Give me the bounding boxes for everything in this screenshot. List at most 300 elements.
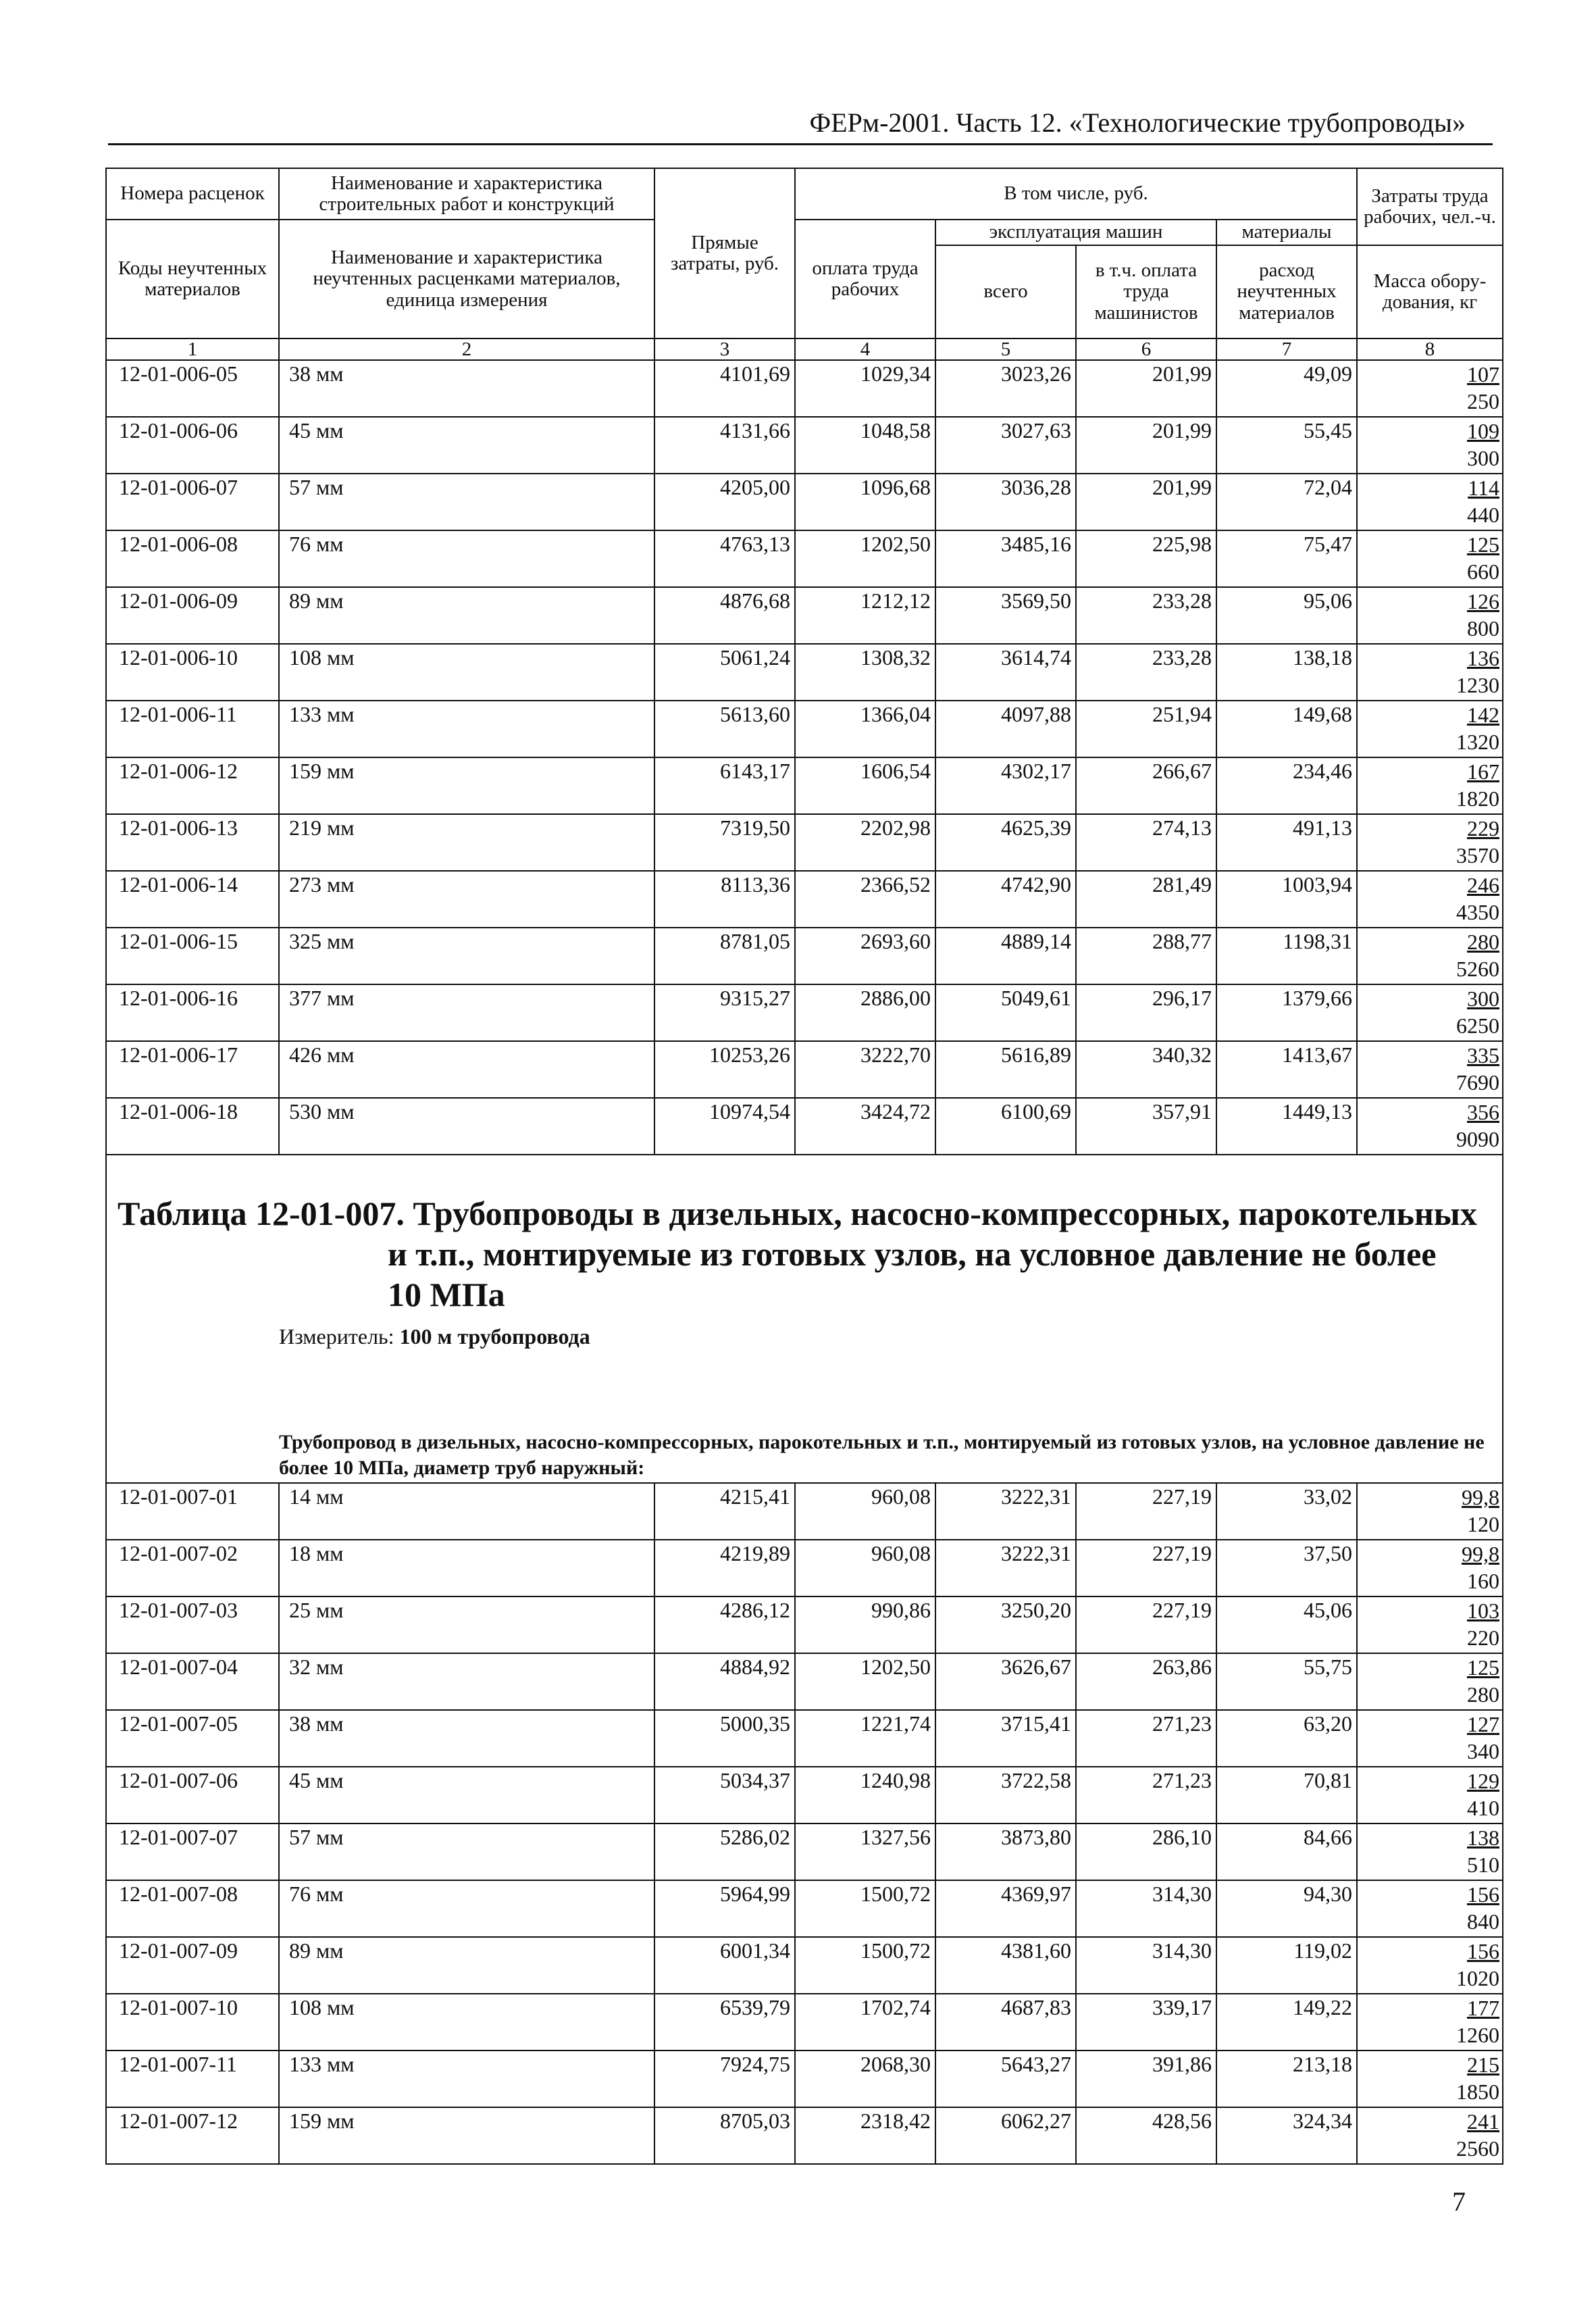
materials-use: 149,22 <box>1216 1994 1357 2051</box>
table-row <box>106 1937 1503 1994</box>
machinist-pay: 340,32 <box>1076 1041 1216 1098</box>
materials-use: 1449,13 <box>1216 1098 1357 1155</box>
material-size: 76 мм <box>279 530 654 587</box>
machinist-pay: 428,56 <box>1076 2107 1216 2164</box>
labor-and-mass <box>1357 1710 1503 1767</box>
table-row <box>106 871 1503 928</box>
col-machinist-pay: в т.ч. оплата труда машинистов <box>1076 245 1216 338</box>
machines-total: 5616,89 <box>935 1041 1076 1098</box>
worker-pay: 2886,00 <box>795 984 935 1041</box>
table-row <box>106 2051 1503 2107</box>
mass-value: 510 <box>1467 1853 1499 1877</box>
machines-total: 3222,31 <box>935 1483 1076 1540</box>
machines-total: 4302,17 <box>935 757 1076 814</box>
direct-costs: 4876,68 <box>654 587 795 644</box>
labor-value: 215 <box>1467 2053 1499 2077</box>
col-name-top: Наименование и характеристика строительных работ и конструкций <box>279 168 654 220</box>
worker-pay: 1308,32 <box>795 644 935 701</box>
materials-use: 84,66 <box>1216 1823 1357 1880</box>
col-machines: эксплуатация машин <box>935 220 1216 245</box>
worker-pay: 1221,74 <box>795 1710 935 1767</box>
col-number: 7 <box>1216 338 1357 360</box>
direct-costs: 5613,60 <box>654 701 795 757</box>
machines-total: 3722,58 <box>935 1767 1076 1823</box>
worker-pay: 1048,58 <box>795 417 935 474</box>
col-number: 3 <box>654 338 795 360</box>
table-row <box>106 360 1503 417</box>
mass-value: 1230 <box>1456 673 1499 697</box>
table-row <box>106 814 1503 871</box>
worker-pay: 960,08 <box>795 1483 935 1540</box>
mass-value: 120 <box>1467 1512 1499 1536</box>
rate-code: 12-01-006-06 <box>106 417 279 474</box>
mass-value: 250 <box>1467 389 1499 413</box>
machinist-pay: 281,49 <box>1076 871 1216 928</box>
direct-costs: 4884,92 <box>654 1653 795 1710</box>
material-size: 25 мм <box>279 1596 654 1653</box>
direct-costs: 8113,36 <box>654 871 795 928</box>
material-size: 219 мм <box>279 814 654 871</box>
material-size: 377 мм <box>279 984 654 1041</box>
rate-code: 12-01-007-07 <box>106 1823 279 1880</box>
labor-value: 125 <box>1467 532 1499 557</box>
worker-pay: 1500,72 <box>795 1880 935 1937</box>
table-row <box>106 644 1503 701</box>
labor-value: 129 <box>1467 1769 1499 1793</box>
machines-total: 4097,88 <box>935 701 1076 757</box>
direct-costs: 10974,54 <box>654 1098 795 1155</box>
table-row <box>106 1767 1503 1823</box>
worker-pay: 2693,60 <box>795 928 935 984</box>
labor-and-mass <box>1357 530 1503 587</box>
materials-use: 1379,66 <box>1216 984 1357 1041</box>
col-number: 2 <box>279 338 654 360</box>
labor-value: 99,8 <box>1462 1542 1499 1566</box>
materials-use: 149,68 <box>1216 701 1357 757</box>
material-size: 14 мм <box>279 1483 654 1540</box>
rate-code: 12-01-007-08 <box>106 1880 279 1937</box>
machines-total: 4687,83 <box>935 1994 1076 2051</box>
material-size: 108 мм <box>279 1994 654 2051</box>
machines-total: 6062,27 <box>935 2107 1076 2164</box>
machines-total: 4889,14 <box>935 928 1076 984</box>
direct-costs: 4286,12 <box>654 1596 795 1653</box>
rate-code: 12-01-007-11 <box>106 2051 279 2107</box>
machines-total: 4381,60 <box>935 1937 1076 1994</box>
labor-value: 156 <box>1467 1882 1499 1907</box>
mass-value: 160 <box>1467 1569 1499 1593</box>
materials-use: 94,30 <box>1216 1880 1357 1937</box>
machines-total: 3614,74 <box>935 644 1076 701</box>
mass-value: 220 <box>1467 1626 1499 1650</box>
machinist-pay: 296,17 <box>1076 984 1216 1041</box>
machines-total: 3873,80 <box>935 1823 1076 1880</box>
materials-use: 75,47 <box>1216 530 1357 587</box>
machines-total: 4369,97 <box>935 1880 1076 1937</box>
table-row <box>106 1710 1503 1767</box>
labor-and-mass <box>1357 1653 1503 1710</box>
machines-total: 3626,67 <box>935 1653 1076 1710</box>
labor-and-mass <box>1357 587 1503 644</box>
machines-total: 5643,27 <box>935 2051 1076 2107</box>
material-size: 273 мм <box>279 871 654 928</box>
section-007-title-line2: и т.п., монтируемые из готовых узлов, на условное давление не более <box>388 1235 1437 1273</box>
labor-and-mass <box>1357 757 1503 814</box>
material-size: 89 мм <box>279 1937 654 1994</box>
direct-costs: 8781,05 <box>654 928 795 984</box>
worker-pay: 1212,12 <box>795 587 935 644</box>
materials-use: 37,50 <box>1216 1540 1357 1596</box>
labor-value: 356 <box>1467 1100 1499 1124</box>
labor-value: 109 <box>1467 419 1499 443</box>
machines-total: 3027,63 <box>935 417 1076 474</box>
labor-and-mass <box>1357 1880 1503 1937</box>
mass-value: 2560 <box>1456 2136 1499 2161</box>
materials-use: 49,09 <box>1216 360 1357 417</box>
machinist-pay: 274,13 <box>1076 814 1216 871</box>
labor-and-mass <box>1357 2051 1503 2107</box>
direct-costs: 4219,89 <box>654 1540 795 1596</box>
table-row <box>106 587 1503 644</box>
labor-value: 241 <box>1467 2109 1499 2134</box>
rate-code: 12-01-007-12 <box>106 2107 279 2164</box>
mass-value: 840 <box>1467 1909 1499 1934</box>
material-size: 530 мм <box>279 1098 654 1155</box>
worker-pay: 990,86 <box>795 1596 935 1653</box>
table-row <box>106 1098 1503 1155</box>
materials-use: 70,81 <box>1216 1767 1357 1823</box>
materials-use: 72,04 <box>1216 474 1357 530</box>
labor-value: 107 <box>1467 362 1499 386</box>
rate-code: 12-01-006-11 <box>106 701 279 757</box>
material-size: 325 мм <box>279 928 654 984</box>
direct-costs: 5000,35 <box>654 1710 795 1767</box>
table-row <box>106 1880 1503 1937</box>
labor-value: 125 <box>1467 1655 1499 1680</box>
rate-code: 12-01-006-15 <box>106 928 279 984</box>
table-row <box>106 1041 1503 1098</box>
material-size: 89 мм <box>279 587 654 644</box>
worker-pay: 1202,50 <box>795 530 935 587</box>
page-number: 7 <box>1452 2186 1466 2217</box>
mass-value: 410 <box>1467 1796 1499 1820</box>
machinist-pay: 357,91 <box>1076 1098 1216 1155</box>
col-machines-total: всего <box>935 245 1076 338</box>
material-size: 18 мм <box>279 1540 654 1596</box>
worker-pay: 2318,42 <box>795 2107 935 2164</box>
table-row <box>106 701 1503 757</box>
labor-and-mass <box>1357 1596 1503 1653</box>
direct-costs: 4205,00 <box>654 474 795 530</box>
mass-value: 340 <box>1467 1739 1499 1763</box>
table-row <box>106 2107 1503 2164</box>
direct-costs: 8705,03 <box>654 2107 795 2164</box>
worker-pay: 1500,72 <box>795 1937 935 1994</box>
machines-total: 6100,69 <box>935 1098 1076 1155</box>
labor-and-mass <box>1357 814 1503 871</box>
col-number: 4 <box>795 338 935 360</box>
col-materials-use: расход неучтенных материалов <box>1216 245 1357 338</box>
mass-value: 440 <box>1467 503 1499 527</box>
labor-and-mass <box>1357 360 1503 417</box>
header-rule <box>108 143 1493 145</box>
mass-value: 660 <box>1467 559 1499 584</box>
col-number: 6 <box>1076 338 1216 360</box>
material-size: 133 мм <box>279 2051 654 2107</box>
labor-value: 229 <box>1467 816 1499 840</box>
table-row <box>106 1596 1503 1653</box>
rate-code: 12-01-006-16 <box>106 984 279 1041</box>
machines-total: 3569,50 <box>935 587 1076 644</box>
col-number: 1 <box>106 338 279 360</box>
table-row <box>106 1823 1503 1880</box>
direct-costs: 7319,50 <box>654 814 795 871</box>
table-row <box>106 928 1503 984</box>
direct-costs: 4101,69 <box>654 360 795 417</box>
mass-value: 5260 <box>1456 957 1499 981</box>
rate-code: 12-01-006-17 <box>106 1041 279 1098</box>
mass-value: 1020 <box>1456 1966 1499 1990</box>
machinist-pay: 201,99 <box>1076 474 1216 530</box>
machinist-pay: 288,77 <box>1076 928 1216 984</box>
labor-value: 142 <box>1467 703 1499 727</box>
direct-costs: 6539,79 <box>654 1994 795 2051</box>
materials-use: 138,18 <box>1216 644 1357 701</box>
materials-use: 119,02 <box>1216 1937 1357 1994</box>
worker-pay: 2202,98 <box>795 814 935 871</box>
mass-value: 3570 <box>1456 843 1499 867</box>
materials-use: 234,46 <box>1216 757 1357 814</box>
materials-use: 55,45 <box>1216 417 1357 474</box>
worker-pay: 1606,54 <box>795 757 935 814</box>
section-007-title-line1: Таблица 12-01-007. Трубопроводы в дизельных, насосно-компрессорных, парокотельных <box>118 1194 1477 1232</box>
col-labor-top: Затраты труда рабочих, чел.-ч. <box>1357 168 1503 245</box>
machinist-pay: 251,94 <box>1076 701 1216 757</box>
rate-code: 12-01-006-08 <box>106 530 279 587</box>
material-size: 159 мм <box>279 757 654 814</box>
rate-code: 12-01-006-13 <box>106 814 279 871</box>
worker-pay: 1240,98 <box>795 1767 935 1823</box>
direct-costs: 5286,02 <box>654 1823 795 1880</box>
materials-use: 45,06 <box>1216 1596 1357 1653</box>
rate-code: 12-01-007-09 <box>106 1937 279 1994</box>
measurer <box>107 1315 1502 1349</box>
direct-costs: 4131,66 <box>654 417 795 474</box>
labor-and-mass <box>1357 871 1503 928</box>
materials-use: 55,75 <box>1216 1653 1357 1710</box>
material-size: 159 мм <box>279 2107 654 2164</box>
material-size: 108 мм <box>279 644 654 701</box>
rate-code: 12-01-007-02 <box>106 1540 279 1596</box>
worker-pay: 1096,68 <box>795 474 935 530</box>
materials-use: 33,02 <box>1216 1483 1357 1540</box>
labor-and-mass <box>1357 417 1503 474</box>
col-direct-costs: Прямые затраты, руб. <box>654 168 795 338</box>
material-size: 38 мм <box>279 1710 654 1767</box>
worker-pay: 1327,56 <box>795 1823 935 1880</box>
labor-value: 167 <box>1467 759 1499 784</box>
machinist-pay: 227,19 <box>1076 1483 1216 1540</box>
labor-value: 300 <box>1467 986 1499 1011</box>
direct-costs: 5061,24 <box>654 644 795 701</box>
labor-value: 138 <box>1467 1826 1499 1850</box>
labor-and-mass <box>1357 1767 1503 1823</box>
machinist-pay: 314,30 <box>1076 1937 1216 1994</box>
worker-pay: 2068,30 <box>795 2051 935 2107</box>
machinist-pay: 339,17 <box>1076 1994 1216 2051</box>
machinist-pay: 233,28 <box>1076 644 1216 701</box>
rate-code: 12-01-007-01 <box>106 1483 279 1540</box>
material-size: 45 мм <box>279 417 654 474</box>
labor-value: 103 <box>1467 1599 1499 1623</box>
material-size: 76 мм <box>279 1880 654 1937</box>
section-007-title <box>107 1155 1502 1315</box>
material-size: 45 мм <box>279 1767 654 1823</box>
mass-value: 1260 <box>1456 2023 1499 2047</box>
material-size: 133 мм <box>279 701 654 757</box>
col-materials: материалы <box>1216 220 1357 245</box>
table-007-body <box>106 1483 1503 2164</box>
labor-value: 335 <box>1467 1043 1499 1067</box>
section-007-title-line3: 10 МПа <box>388 1276 505 1313</box>
mass-value: 1820 <box>1456 786 1499 811</box>
direct-costs: 7924,75 <box>654 2051 795 2107</box>
labor-and-mass <box>1357 474 1503 530</box>
rate-code: 12-01-006-12 <box>106 757 279 814</box>
worker-pay: 1366,04 <box>795 701 935 757</box>
mass-value: 1850 <box>1456 2080 1499 2104</box>
mass-value: 9090 <box>1456 1127 1499 1151</box>
section-007-header <box>106 1155 1503 1426</box>
machinist-pay: 391,86 <box>1076 2051 1216 2107</box>
materials-use: 213,18 <box>1216 2051 1357 2107</box>
labor-and-mass <box>1357 701 1503 757</box>
labor-and-mass <box>1357 1994 1503 2051</box>
materials-use: 324,34 <box>1216 2107 1357 2164</box>
labor-and-mass <box>1357 644 1503 701</box>
col-number: 8 <box>1357 338 1503 360</box>
col-code-bottom: Коды неучтенных материалов <box>106 220 279 338</box>
table-row <box>106 1994 1503 2051</box>
direct-costs: 4215,41 <box>654 1483 795 1540</box>
col-labor-bottom: Масса обору-дования, кг <box>1357 245 1503 338</box>
direct-costs: 9315,27 <box>654 984 795 1041</box>
materials-use: 1198,31 <box>1216 928 1357 984</box>
direct-costs: 10253,26 <box>654 1041 795 1098</box>
worker-pay: 3222,70 <box>795 1041 935 1098</box>
labor-value: 156 <box>1467 1939 1499 1963</box>
section-007-description-cell <box>106 1426 1503 1483</box>
col-worker-pay: оплата труда рабочих <box>795 220 935 338</box>
material-size: 57 мм <box>279 1823 654 1880</box>
machinist-pay: 225,98 <box>1076 530 1216 587</box>
direct-costs: 6001,34 <box>654 1937 795 1994</box>
rate-code: 12-01-006-05 <box>106 360 279 417</box>
worker-pay: 1029,34 <box>795 360 935 417</box>
labor-and-mass <box>1357 1540 1503 1596</box>
col-number: 5 <box>935 338 1076 360</box>
labor-and-mass <box>1357 1823 1503 1880</box>
labor-and-mass <box>1357 1937 1503 1994</box>
machinist-pay: 286,10 <box>1076 1823 1216 1880</box>
rates-table <box>105 168 1503 2165</box>
machinist-pay: 227,19 <box>1076 1596 1216 1653</box>
materials-use: 63,20 <box>1216 1710 1357 1767</box>
labor-value: 126 <box>1467 589 1499 613</box>
machinist-pay: 314,30 <box>1076 1880 1216 1937</box>
col-name-bottom: Наименование и характеристика неучтенных расценками материалов, единица измерения <box>279 220 654 338</box>
labor-value: 127 <box>1467 1712 1499 1736</box>
machinist-pay: 263,86 <box>1076 1653 1216 1710</box>
machinist-pay: 266,67 <box>1076 757 1216 814</box>
labor-and-mass <box>1357 928 1503 984</box>
rate-code: 12-01-006-18 <box>106 1098 279 1155</box>
labor-and-mass <box>1357 2107 1503 2164</box>
direct-costs: 4763,13 <box>654 530 795 587</box>
mass-value: 7690 <box>1456 1070 1499 1095</box>
machines-total: 3715,41 <box>935 1710 1076 1767</box>
rate-code: 12-01-006-14 <box>106 871 279 928</box>
machines-total: 3036,28 <box>935 474 1076 530</box>
direct-costs: 5034,37 <box>654 1767 795 1823</box>
section-007-description: Трубопровод в дизельных, насосно-компрессорных, парокотельных и т.п., монтируемый из готовых узлов, на условное давление не более 10 МПа, диаметр труб наружный: <box>279 1431 1485 1479</box>
material-size: 32 мм <box>279 1653 654 1710</box>
table-row <box>106 1540 1503 1596</box>
labor-value: 114 <box>1468 476 1499 500</box>
col-including: В том числе, руб. <box>795 168 1357 220</box>
worker-pay: 3424,72 <box>795 1098 935 1155</box>
machines-total: 4625,39 <box>935 814 1076 871</box>
rate-code: 12-01-007-03 <box>106 1596 279 1653</box>
worker-pay: 1202,50 <box>795 1653 935 1710</box>
rate-code: 12-01-006-09 <box>106 587 279 644</box>
labor-value: 99,8 <box>1462 1485 1499 1509</box>
worker-pay: 960,08 <box>795 1540 935 1596</box>
rate-code: 12-01-007-06 <box>106 1767 279 1823</box>
machinist-pay: 233,28 <box>1076 587 1216 644</box>
col-code-top: Номера расценок <box>106 168 279 220</box>
mass-value: 300 <box>1467 446 1499 470</box>
labor-and-mass <box>1357 1098 1503 1155</box>
materials-use: 1413,67 <box>1216 1041 1357 1098</box>
measurer-label: Измеритель: <box>279 1324 394 1349</box>
machinist-pay: 271,23 <box>1076 1767 1216 1823</box>
machinist-pay: 227,19 <box>1076 1540 1216 1596</box>
materials-use: 1003,94 <box>1216 871 1357 928</box>
machines-total: 3485,16 <box>935 530 1076 587</box>
rate-code: 12-01-007-05 <box>106 1710 279 1767</box>
machines-total: 3222,31 <box>935 1540 1076 1596</box>
table-row <box>106 474 1503 530</box>
running-header: ФЕРм-2001. Часть 12. «Технологические трубопроводы» <box>809 107 1466 138</box>
mass-value: 280 <box>1467 1682 1499 1707</box>
machines-total: 5049,61 <box>935 984 1076 1041</box>
labor-value: 280 <box>1467 930 1499 954</box>
direct-costs: 5964,99 <box>654 1880 795 1937</box>
labor-and-mass <box>1357 1483 1503 1540</box>
mass-value: 6250 <box>1456 1013 1499 1038</box>
material-size: 426 мм <box>279 1041 654 1098</box>
table-row <box>106 417 1503 474</box>
material-size: 57 мм <box>279 474 654 530</box>
direct-costs: 6143,17 <box>654 757 795 814</box>
machines-total: 4742,90 <box>935 871 1076 928</box>
machinist-pay: 201,99 <box>1076 417 1216 474</box>
rate-code: 12-01-006-07 <box>106 474 279 530</box>
worker-pay: 2366,52 <box>795 871 935 928</box>
mass-value: 800 <box>1467 616 1499 640</box>
measurer-value: 100 м трубопровода <box>399 1324 590 1349</box>
